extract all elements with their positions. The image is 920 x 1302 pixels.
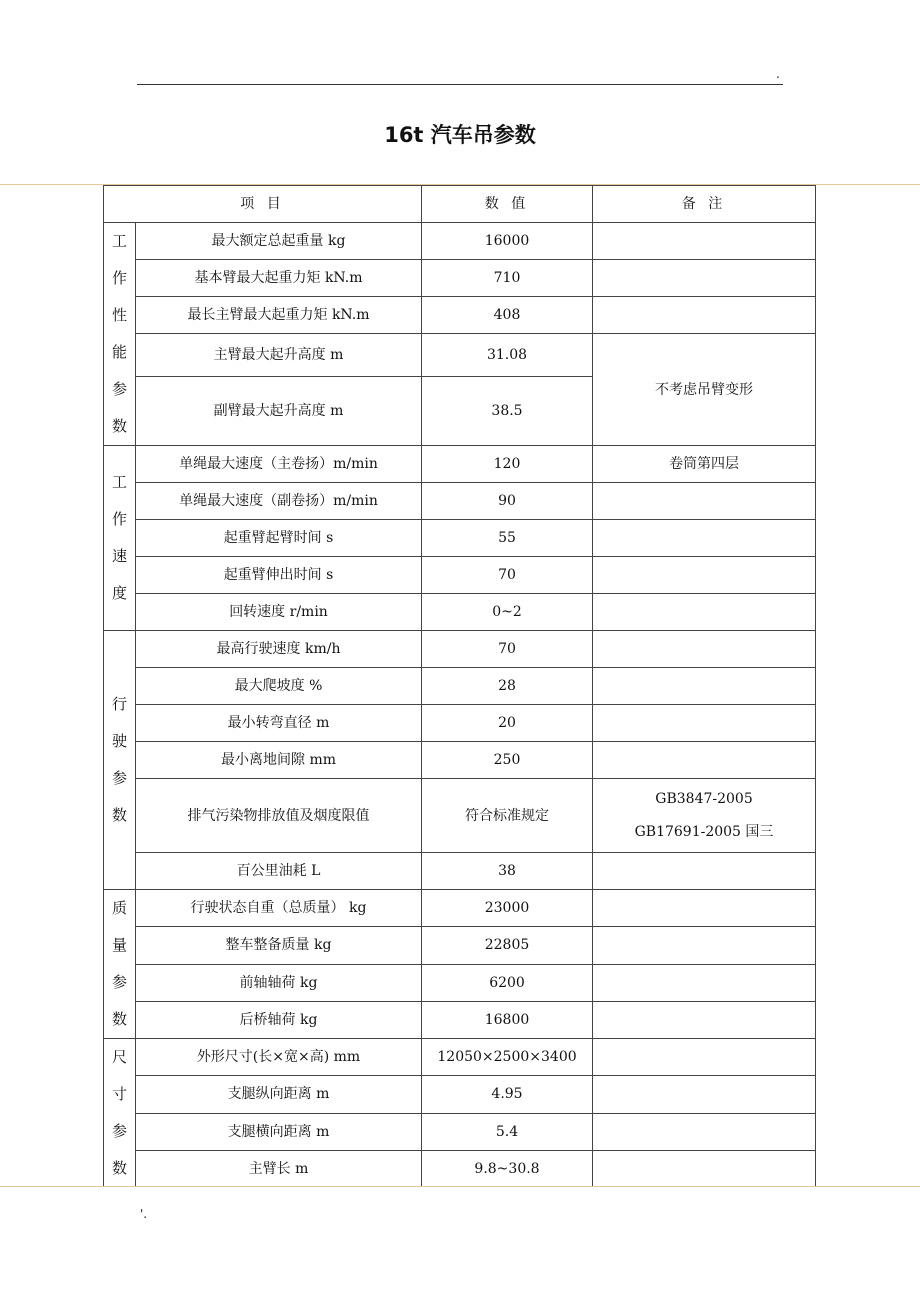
- group-label-char: 工: [111, 473, 127, 491]
- table-row: [104, 557, 816, 594]
- group-label: [104, 446, 136, 631]
- group-label-char: 参: [111, 1122, 127, 1140]
- group-label-char: 参: [111, 973, 127, 991]
- note-cell: [593, 594, 816, 631]
- note-cell: [593, 297, 816, 334]
- group-label-char: 数: [111, 1010, 127, 1028]
- value-cell: 55: [422, 520, 593, 557]
- group-label: [104, 223, 136, 446]
- header-note: 备 注: [593, 186, 816, 223]
- item-cell: 最小离地间隙 mm: [136, 742, 422, 779]
- value-cell: 9.8~30.8: [422, 1150, 593, 1186]
- group-label-text: [104, 464, 135, 612]
- table-row: [104, 779, 816, 853]
- group-label-char: 度: [111, 584, 127, 602]
- item-cell: 最高行驶速度 km/h: [136, 631, 422, 668]
- document-title: 16t 汽车吊参数: [384, 123, 536, 147]
- value-cell: 20: [422, 705, 593, 742]
- table-viewport: [103, 185, 816, 1186]
- item-cell: 回转速度 r/min: [136, 594, 422, 631]
- group-label-char: 驶: [111, 732, 127, 750]
- group-label-text: [104, 223, 135, 445]
- table-header-row: [104, 186, 816, 223]
- page-edge-bottom: [0, 1186, 920, 1187]
- item-cell: 主臂长 m: [136, 1150, 422, 1186]
- item-cell: 最大爬坡度 %: [136, 668, 422, 705]
- value-cell: 16800: [422, 1001, 593, 1038]
- table-row: [104, 853, 816, 890]
- group-label-char: 数: [111, 1159, 127, 1177]
- note-cell: [593, 779, 816, 853]
- table-row: [104, 742, 816, 779]
- value-cell: 38.5: [422, 377, 593, 446]
- value-cell: 23000: [422, 890, 593, 927]
- note-cell: [593, 890, 816, 927]
- item-cell: 单绳最大速度（副卷扬）m/min: [136, 483, 422, 520]
- group-label-text: [104, 686, 135, 834]
- value-cell: 250: [422, 742, 593, 779]
- value-cell: 符合标准规定: [422, 779, 593, 853]
- table-row: [104, 297, 816, 334]
- item-cell: 起重臂起臂时间 s: [136, 520, 422, 557]
- table-row: [104, 334, 816, 377]
- item-cell: 外形尺寸(长×宽×高) mm: [136, 1039, 422, 1076]
- group-label-char: 行: [111, 695, 127, 713]
- group-label-char: 作: [111, 269, 127, 287]
- item-cell: 前轴轴荷 kg: [136, 964, 422, 1001]
- item-cell: 最大额定总起重量 kg: [136, 223, 422, 260]
- item-cell: 整车整备质量 kg: [136, 927, 422, 964]
- note-cell: [593, 1001, 816, 1038]
- value-cell: 22805: [422, 927, 593, 964]
- note-cell: [593, 1076, 816, 1113]
- note-cell: [593, 705, 816, 742]
- value-cell: 70: [422, 631, 593, 668]
- note-cell: [593, 631, 816, 668]
- group-label-text: [104, 1039, 135, 1186]
- group-label-char: 参: [111, 769, 127, 787]
- value-cell: 12050×2500×3400: [422, 1039, 593, 1076]
- table-row: [104, 1150, 816, 1186]
- value-cell: 90: [422, 483, 593, 520]
- item-cell: 副臂最大起升高度 m: [136, 377, 422, 446]
- group-label: [104, 631, 136, 890]
- note-cell: [593, 260, 816, 297]
- item-cell: 主臂最大起升高度 m: [136, 334, 422, 377]
- group-label: [104, 1039, 136, 1187]
- note-cell: [593, 520, 816, 557]
- value-cell: 6200: [422, 964, 593, 1001]
- header-item: 项 目: [104, 186, 422, 223]
- header-rule: [137, 84, 783, 85]
- item-cell: 行驶状态自重（总质量） kg: [136, 890, 422, 927]
- group-label-char: 工: [111, 232, 127, 250]
- note-cell: [593, 557, 816, 594]
- item-cell: 排气污染物排放值及烟度限值: [136, 779, 422, 853]
- item-cell: 基本臂最大起重力矩 kN.m: [136, 260, 422, 297]
- group-label-char: 能: [111, 343, 127, 361]
- group-label-char: 参: [111, 380, 127, 398]
- note-cell: 卷筒第四层: [593, 446, 816, 483]
- table-row: [104, 223, 816, 260]
- group-label-char: 质: [111, 899, 127, 917]
- table-row: [104, 520, 816, 557]
- table-row: [104, 1076, 816, 1113]
- table-row: [104, 1113, 816, 1150]
- value-cell: 0~2: [422, 594, 593, 631]
- value-cell: 4.95: [422, 1076, 593, 1113]
- value-cell: 70: [422, 557, 593, 594]
- note-cell: [593, 483, 816, 520]
- table-row: [104, 668, 816, 705]
- header-mark: .: [776, 67, 780, 81]
- table-row: [104, 446, 816, 483]
- note-cell: [593, 668, 816, 705]
- note-cell: [593, 1039, 816, 1076]
- footer-mark: '.: [140, 1207, 148, 1221]
- group-label-char: 寸: [111, 1085, 127, 1103]
- item-cell: 起重臂伸出时间 s: [136, 557, 422, 594]
- value-cell: 5.4: [422, 1113, 593, 1150]
- item-cell: 单绳最大速度（主卷扬）m/min: [136, 446, 422, 483]
- group-label-char: 速: [111, 547, 127, 565]
- item-cell: 支腿横向距离 m: [136, 1113, 422, 1150]
- item-cell: 最小转弯直径 m: [136, 705, 422, 742]
- table-row: [104, 1039, 816, 1076]
- item-cell: 最长主臂最大起重力矩 kN.m: [136, 297, 422, 334]
- value-cell: 38: [422, 853, 593, 890]
- value-cell: 408: [422, 297, 593, 334]
- value-cell: 28: [422, 668, 593, 705]
- table-row: [104, 631, 816, 668]
- note-cell: [593, 853, 816, 890]
- note-cell: 不考虑吊臂变形: [593, 334, 816, 446]
- value-cell: 120: [422, 446, 593, 483]
- group-label-char: 作: [111, 510, 127, 528]
- note-line: GB3847-2005: [655, 790, 753, 807]
- note-line: GB17691-2005 国三: [634, 823, 774, 840]
- spec-table: [103, 185, 816, 1186]
- note-cell: [593, 1113, 816, 1150]
- group-label-char: 数: [111, 417, 127, 435]
- note-cell: [593, 223, 816, 260]
- group-label-text: [104, 890, 135, 1038]
- group-label-char: 量: [111, 936, 127, 954]
- item-cell: 支腿纵向距离 m: [136, 1076, 422, 1113]
- group-label-char: 性: [111, 306, 127, 324]
- table-row: [104, 594, 816, 631]
- table-row: [104, 705, 816, 742]
- table-row: [104, 890, 816, 927]
- value-cell: 31.08: [422, 334, 593, 377]
- group-label: [104, 890, 136, 1039]
- header-value: 数 值: [422, 186, 593, 223]
- table-row: [104, 927, 816, 964]
- table-row: [104, 260, 816, 297]
- item-cell: 后桥轴荷 kg: [136, 1001, 422, 1038]
- table-row: [104, 964, 816, 1001]
- item-cell: 百公里油耗 L: [136, 853, 422, 890]
- note-cell: [593, 742, 816, 779]
- table-row: [104, 483, 816, 520]
- value-cell: 16000: [422, 223, 593, 260]
- group-label-char: 数: [111, 806, 127, 824]
- table-row: [104, 1001, 816, 1038]
- note-cell: [593, 927, 816, 964]
- note-cell: [593, 1150, 816, 1186]
- value-cell: 710: [422, 260, 593, 297]
- group-label-char: 尺: [111, 1048, 127, 1066]
- note-cell: [593, 964, 816, 1001]
